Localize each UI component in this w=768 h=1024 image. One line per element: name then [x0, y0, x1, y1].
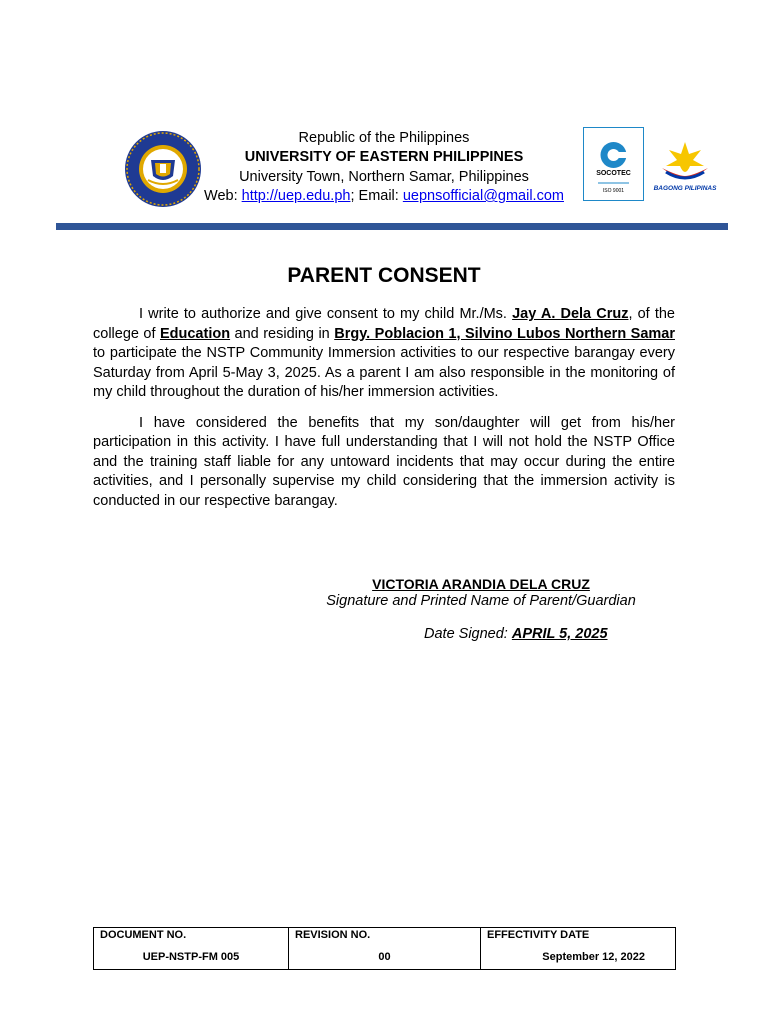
document-number-cell: [94, 928, 289, 970]
residence-address: Brgy. Poblacion 1, Silvino Lubos Northern Samar: [334, 325, 675, 342]
consent-paragraph-2: I have considered the benefits that my son/daughter will get from his/her participation in this activity. I have full understanding that I will not hold the NSTP Office and the training staff liable for any untoward incidents that may occur during the entire activities, and I personally supervise my child considering that the immersion activity is conducted in our respective barangay.: [93, 414, 675, 509]
consent-body: [93, 305, 675, 522]
document-control-table: [93, 927, 676, 970]
document-number-label: DOCUMENT NO.: [100, 929, 187, 941]
date-signed-value: APRIL 5, 2025: [511, 626, 608, 642]
effectivity-date-cell: [481, 928, 676, 970]
revision-number-cell: [289, 928, 481, 970]
iso-standard-text: ISO 9001: [602, 188, 625, 194]
bagong-pilipinas-logo: [652, 136, 718, 196]
p1-text-2: , of the college of: [93, 306, 675, 342]
republic-line: Republic of the Philippines: [298, 130, 470, 146]
effectivity-date-value: September 12, 2022: [542, 951, 645, 963]
p1-text-3: and residing in: [230, 325, 335, 342]
website-link[interactable]: http://uep.edu.ph: [241, 188, 351, 204]
web-label: Web:: [204, 188, 242, 204]
revision-number-label: REVISION NO.: [295, 929, 371, 941]
effectivity-date-label: EFFECTIVITY DATE: [487, 929, 590, 941]
parent-name: VICTORIA ARANDIA DELA CRUZ: [372, 576, 590, 592]
document-title: PARENT CONSENT: [287, 264, 481, 287]
p1-text-1: I write to authorize and give consent to my child Mr./Ms.: [139, 306, 513, 322]
email-label: ; Email:: [350, 188, 403, 204]
consent-paragraph-1: [93, 305, 675, 403]
header-rule: [56, 223, 728, 230]
signature-label: Signature and Printed Name of Parent/Guardian: [326, 593, 636, 609]
email-link[interactable]: uepnsofficial@gmail.com: [402, 188, 564, 204]
revision-number-value: 00: [378, 951, 391, 963]
socotec-brand-text: SOCOTEC: [596, 170, 631, 177]
university-name: UNIVERSITY OF EASTERN PHILIPPINES: [244, 149, 524, 165]
socotec-iso-logo: [583, 127, 644, 201]
bagong-pilipinas-text: BAGONG PILIPINAS: [653, 185, 717, 192]
p1-text-4: to participate the NSTP Community Immersion activities to our respective barangay every Saturday from April 5-May 3, 2025. As a parent I am also responsible in the monitoring of my child throughout the duration of his/her immersion activities.: [93, 345, 675, 400]
university-address: University Town, Northern Samar, Philippines: [239, 169, 529, 185]
child-name: Jay A. Dela Cruz: [512, 306, 629, 322]
date-signed-line: [424, 626, 608, 642]
date-signed-label: Date Signed:: [424, 626, 512, 642]
college-name: Education: [159, 325, 231, 342]
document-number-value: UEP-NSTP-FM 005: [142, 951, 240, 963]
